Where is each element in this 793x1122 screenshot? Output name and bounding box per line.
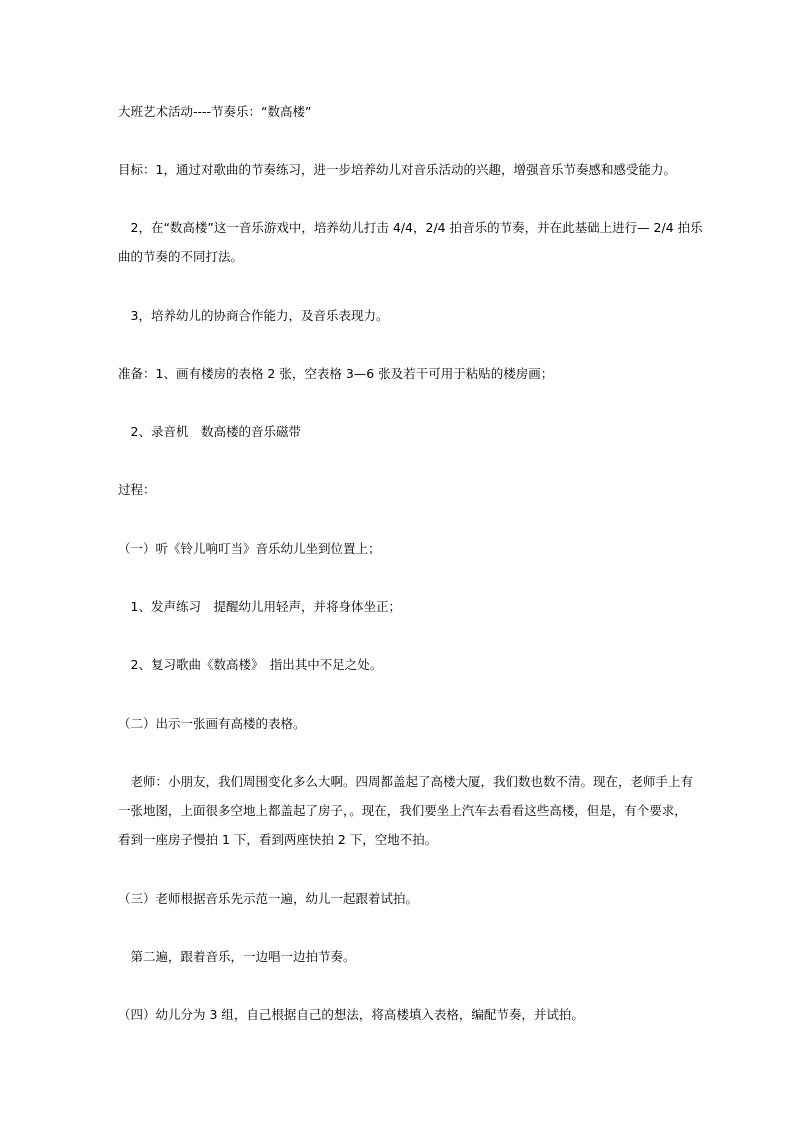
step-1: （一）听《铃儿响叮当》音乐幼儿坐到位置上； [118, 541, 381, 556]
step-4: （四）幼儿分为 3 组，自己根据自己的想法，将高楼填入表格，编配节奏，并试拍。 [118, 1007, 584, 1022]
teacher-line-1: 老师：小朋友，我们周围变化多么大啊。四周都盖起了高楼大厦，我们数也数不清。现在，老师手上有 [118, 774, 694, 789]
goal-2-line-1: 2，在“数高楼”这一音乐游戏中，培养幼儿打击 4/4，2/4 拍音乐的节奏，并在此基础上进行— 2/4 拍乐 [118, 220, 703, 235]
preparation-2: 2、录音机 数高楼的音乐磁带 [118, 424, 301, 439]
goal-1: 目标：1，通过对歌曲的节奏练习，进一步培养幼儿对音乐活动的兴趣，增强音乐节奏感和感受能力。 [118, 162, 676, 177]
goal-2-line-2: 曲的节奏的不同打法。 [118, 249, 244, 264]
process-heading: 过程： [118, 482, 156, 497]
step-2: （二）出示一张画有高楼的表格。 [118, 716, 306, 731]
teacher-line-3: 看到一座房子慢拍 1 下，看到两座快拍 2 下，空地不拍。 [118, 832, 438, 847]
step-3-second-pass: 第二遍，跟着音乐，一边唱一边拍节奏。 [118, 949, 356, 964]
step-1-item-2: 2、复习歌曲《数高楼》 指出其中不足之处。 [118, 657, 383, 672]
document-title: 大班艺术活动----节奏乐：“数高楼” [118, 104, 312, 119]
preparation-1: 准备：1、画有楼房的表格 2 张，空表格 3—6 张及若干可用于粘贴的楼房画； [118, 366, 554, 381]
goal-3: 3，培养幼儿的协商合作能力，及音乐表现力。 [118, 308, 389, 323]
teacher-line-2: 一张地图，上面很多空地上都盖起了房子，。现在，我们要坐上汽车去看看这些高楼，但是，有个要求， [118, 803, 687, 818]
step-3: （三）老师根据音乐先示范一遍，幼儿一起跟着试拍。 [118, 891, 419, 906]
step-1-item-1: 1、发声练习 提醒幼儿用轻声，并将身体坐正； [118, 599, 401, 614]
